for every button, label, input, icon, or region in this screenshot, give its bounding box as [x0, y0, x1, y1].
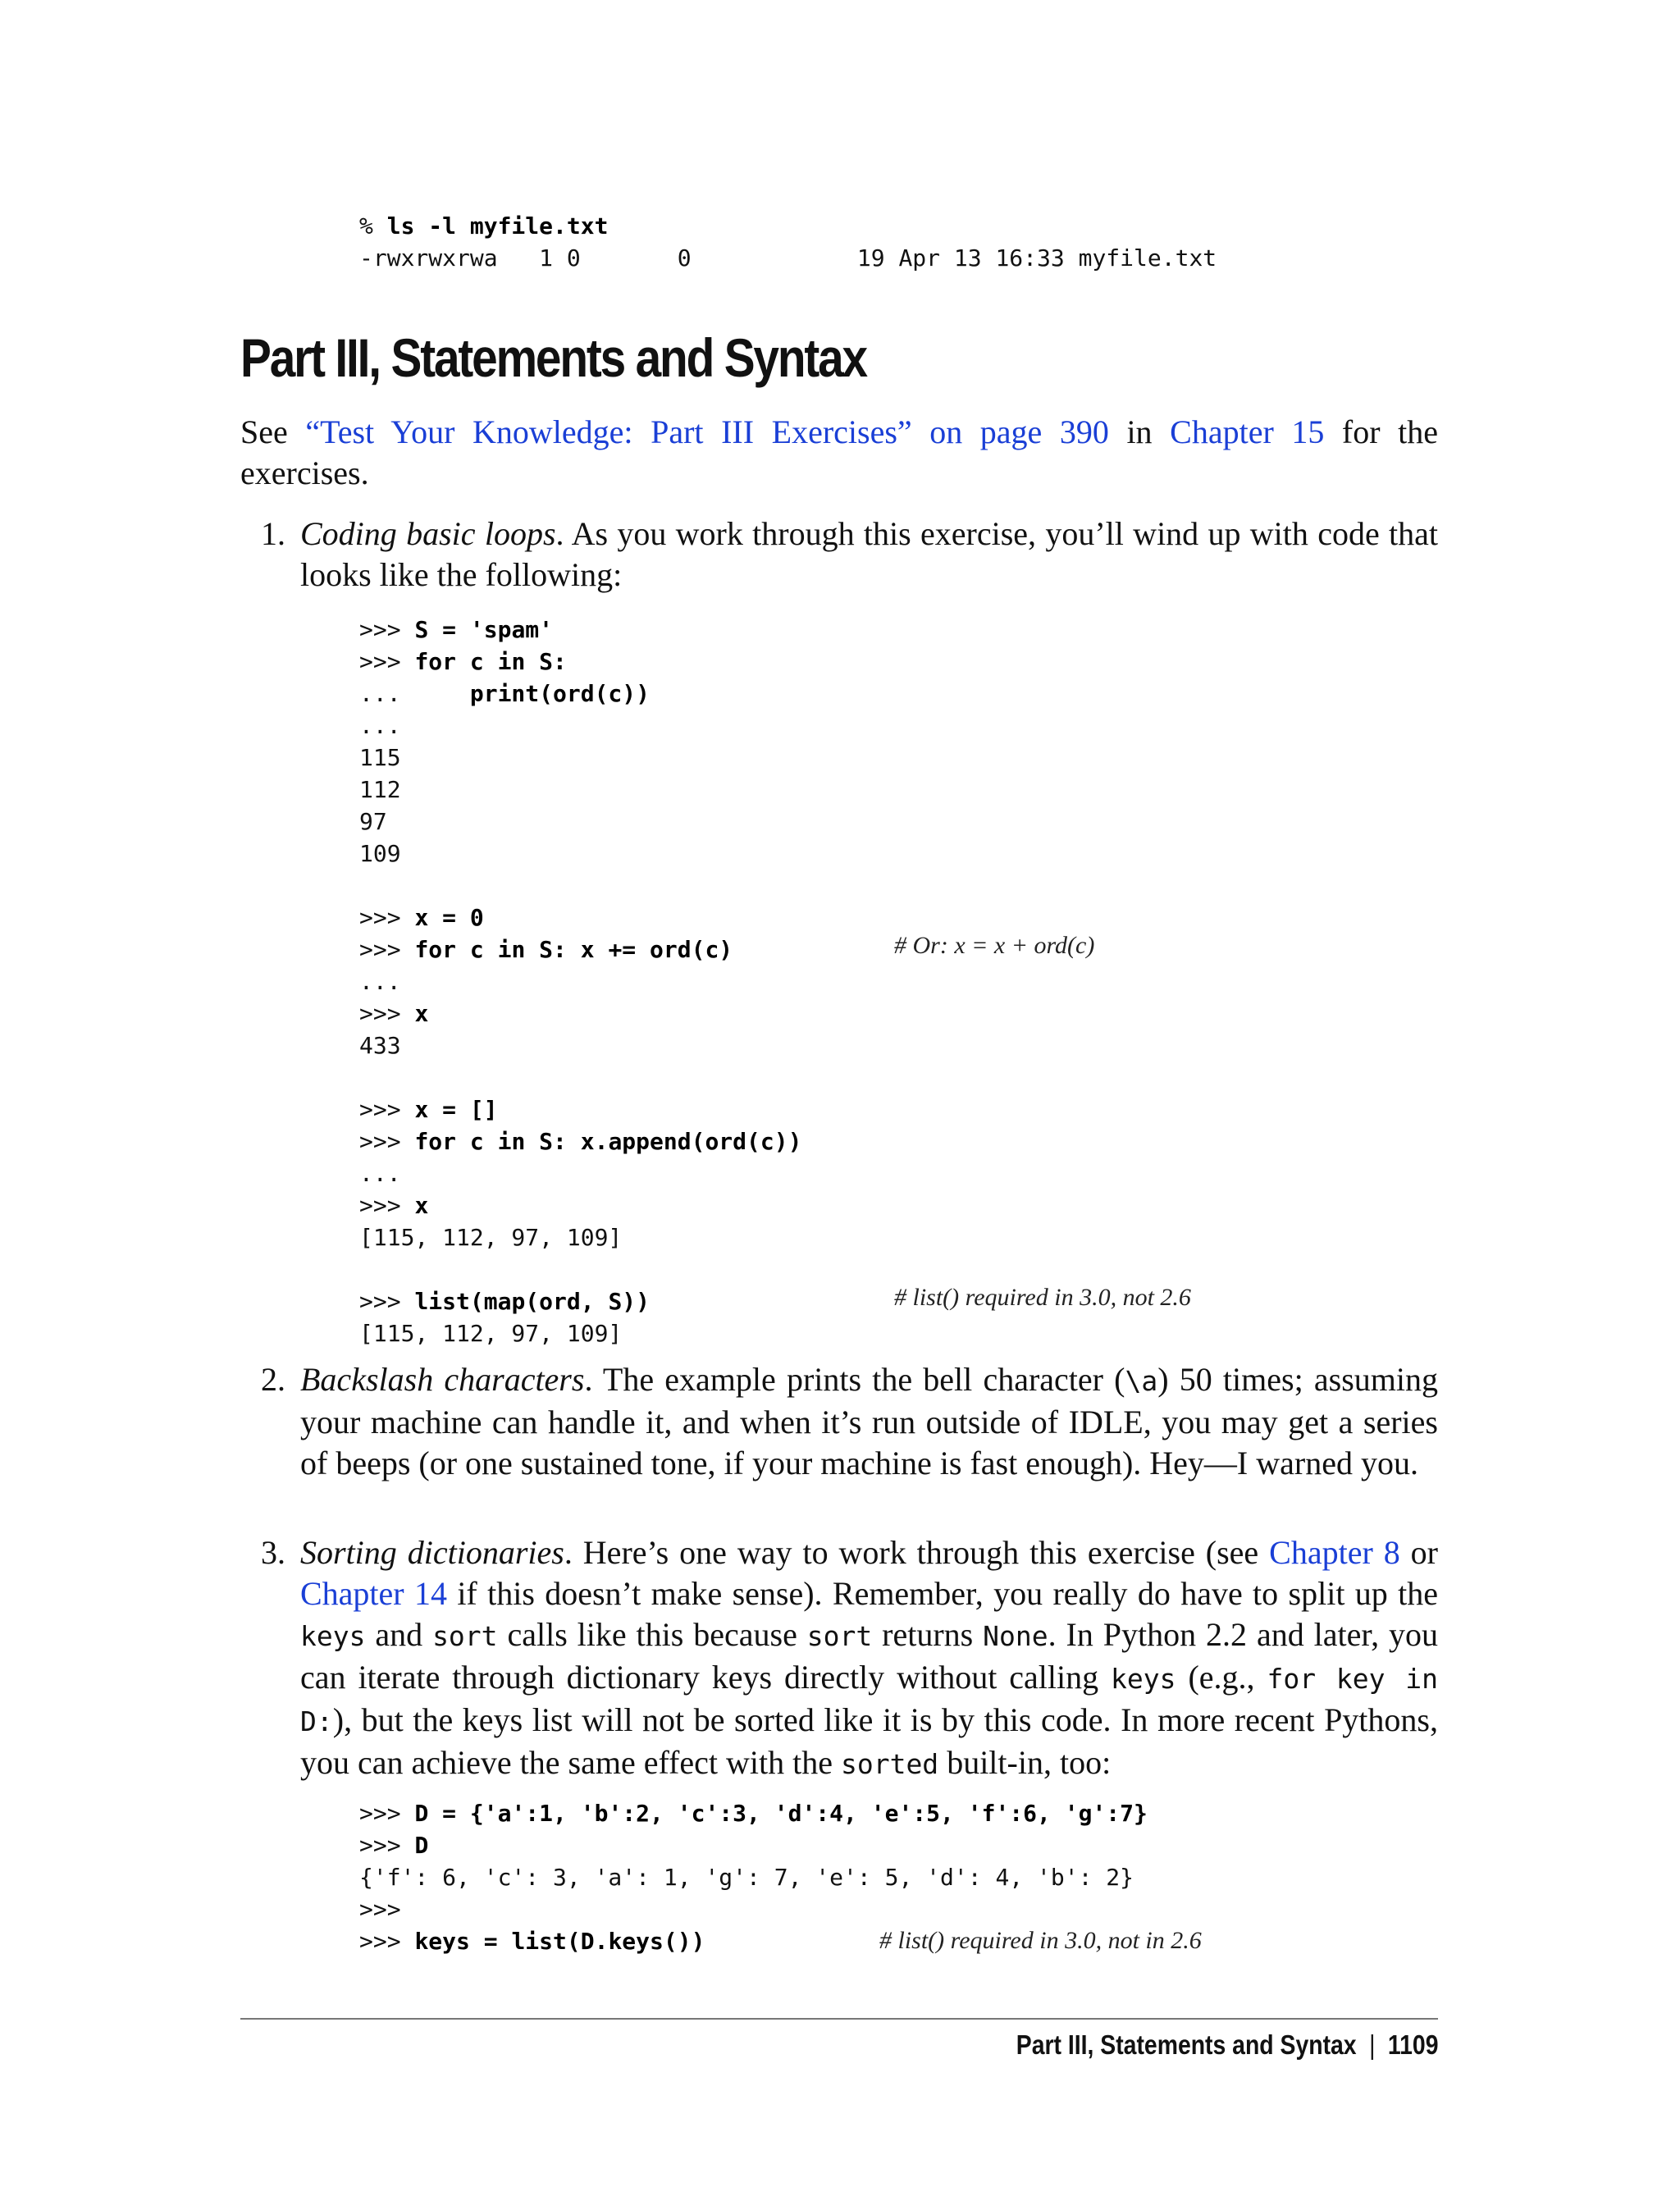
item-title: Sorting dictionaries: [300, 1534, 564, 1571]
item-title: Coding basic loops: [300, 515, 556, 552]
inline-code: None: [983, 1620, 1048, 1652]
item-number: 3.: [261, 1534, 285, 1571]
shell-output: -rwxrwxrwa 1 0 0 19 Apr 13 16:33 myfile.txt: [359, 244, 1217, 272]
intro-paragraph: See “Test Your Knowledge: Part III Exercises” on page 390 in Chapter 15 for the exercises.: [240, 413, 1438, 491]
inline-code: for key in D:: [300, 1663, 1438, 1737]
inline-code: keys: [300, 1620, 366, 1652]
chapter-8-link[interactable]: Chapter 8: [1269, 1534, 1400, 1571]
list-item: [240, 514, 1438, 596]
item-text: Sorting dictionaries. Here’s one way to work through this exercise (see Chapter 8 or Chapter 14 if this doesn’t make sense). Remember, you really do have to split up the keys and sort calls like this because sort returns None. In Python 2.2 and later, you can iterate through dictionary keys directly without calling keys (e.g., for key in D:), but the keys list will not be sorted like it is by this code. In more recent Pythons, you can achieve the same effect with the sorted built-in, too:: [300, 1534, 1438, 1781]
footer-separator: |: [1368, 2029, 1375, 2060]
inline-code: \a: [1125, 1365, 1158, 1397]
list-item: [240, 1359, 1438, 1484]
footer-section-title: Part III, Statements and Syntax: [1016, 2029, 1357, 2060]
item-text: Coding basic loops. As you work through this exercise, you’ll wind up with code that looks like the following:: [300, 515, 1439, 593]
section-heading: Part III, Statements and Syntax: [240, 327, 866, 388]
inline-code: sort: [432, 1620, 498, 1652]
footer-rule: [240, 2018, 1438, 2020]
item-number: 1.: [261, 515, 285, 552]
list-item: [240, 1532, 1438, 1785]
code-comment: # Or: x = x + ord(c): [894, 932, 1095, 959]
shell-command: ls -l myfile.txt: [386, 212, 609, 240]
code-comment: # list() required in 3.0, not in 2.6: [879, 1927, 1202, 1954]
item-number: 2.: [261, 1361, 285, 1398]
shell-listing: [359, 210, 1217, 274]
code-block-loops: >>> S = 'spam' >>> for c in S: ... print(ord(c)) ... 115 112 97 109 >>> x = 0 >>> for c in S: x += ord(c) ... >>> x 433 >>> x = [] >>> for c in S: x.append(ord(c)) ... >>> x [115, 112, 97, 109] >>> list(map(ord, S)) [115, 112, 97, 109]: [359, 616, 802, 1347]
chapter-15-link[interactable]: Chapter 15: [1170, 413, 1325, 450]
item-text: Backslash characters. The example prints the bell character (\a) 50 times; assuming your machine can handle it, and when it’s run outside of IDLE, you may get a series of beeps (or one sustained tone, if your machine is fast enough). Hey—I warned you.: [300, 1361, 1438, 1481]
inline-code: sort: [806, 1620, 873, 1652]
code-block-dictionaries: >>> D = {'a':1, 'b':2, 'c':3, 'd':4, 'e':5, 'f':6, 'g':7} >>> D {'f': 6, 'c': 3, 'a': 1, 'g': 7, 'e': 5, 'd': 4, 'b': 2} >>> >>> keys = list(D.keys()): [359, 1800, 1148, 1955]
page-number: 1109: [1387, 2029, 1438, 2060]
exercises-link[interactable]: “Test Your Knowledge: Part III Exercises” on page 390: [305, 413, 1109, 450]
code-comment: # list() required in 3.0, not 2.6: [894, 1284, 1191, 1311]
item-title: Backslash characters: [300, 1361, 585, 1398]
page-footer: [1016, 2029, 1438, 2061]
inline-code: keys: [1111, 1663, 1176, 1695]
inline-code: sorted: [840, 1748, 939, 1780]
chapter-14-link[interactable]: Chapter 14: [300, 1575, 447, 1612]
shell-prompt: %: [359, 212, 387, 240]
